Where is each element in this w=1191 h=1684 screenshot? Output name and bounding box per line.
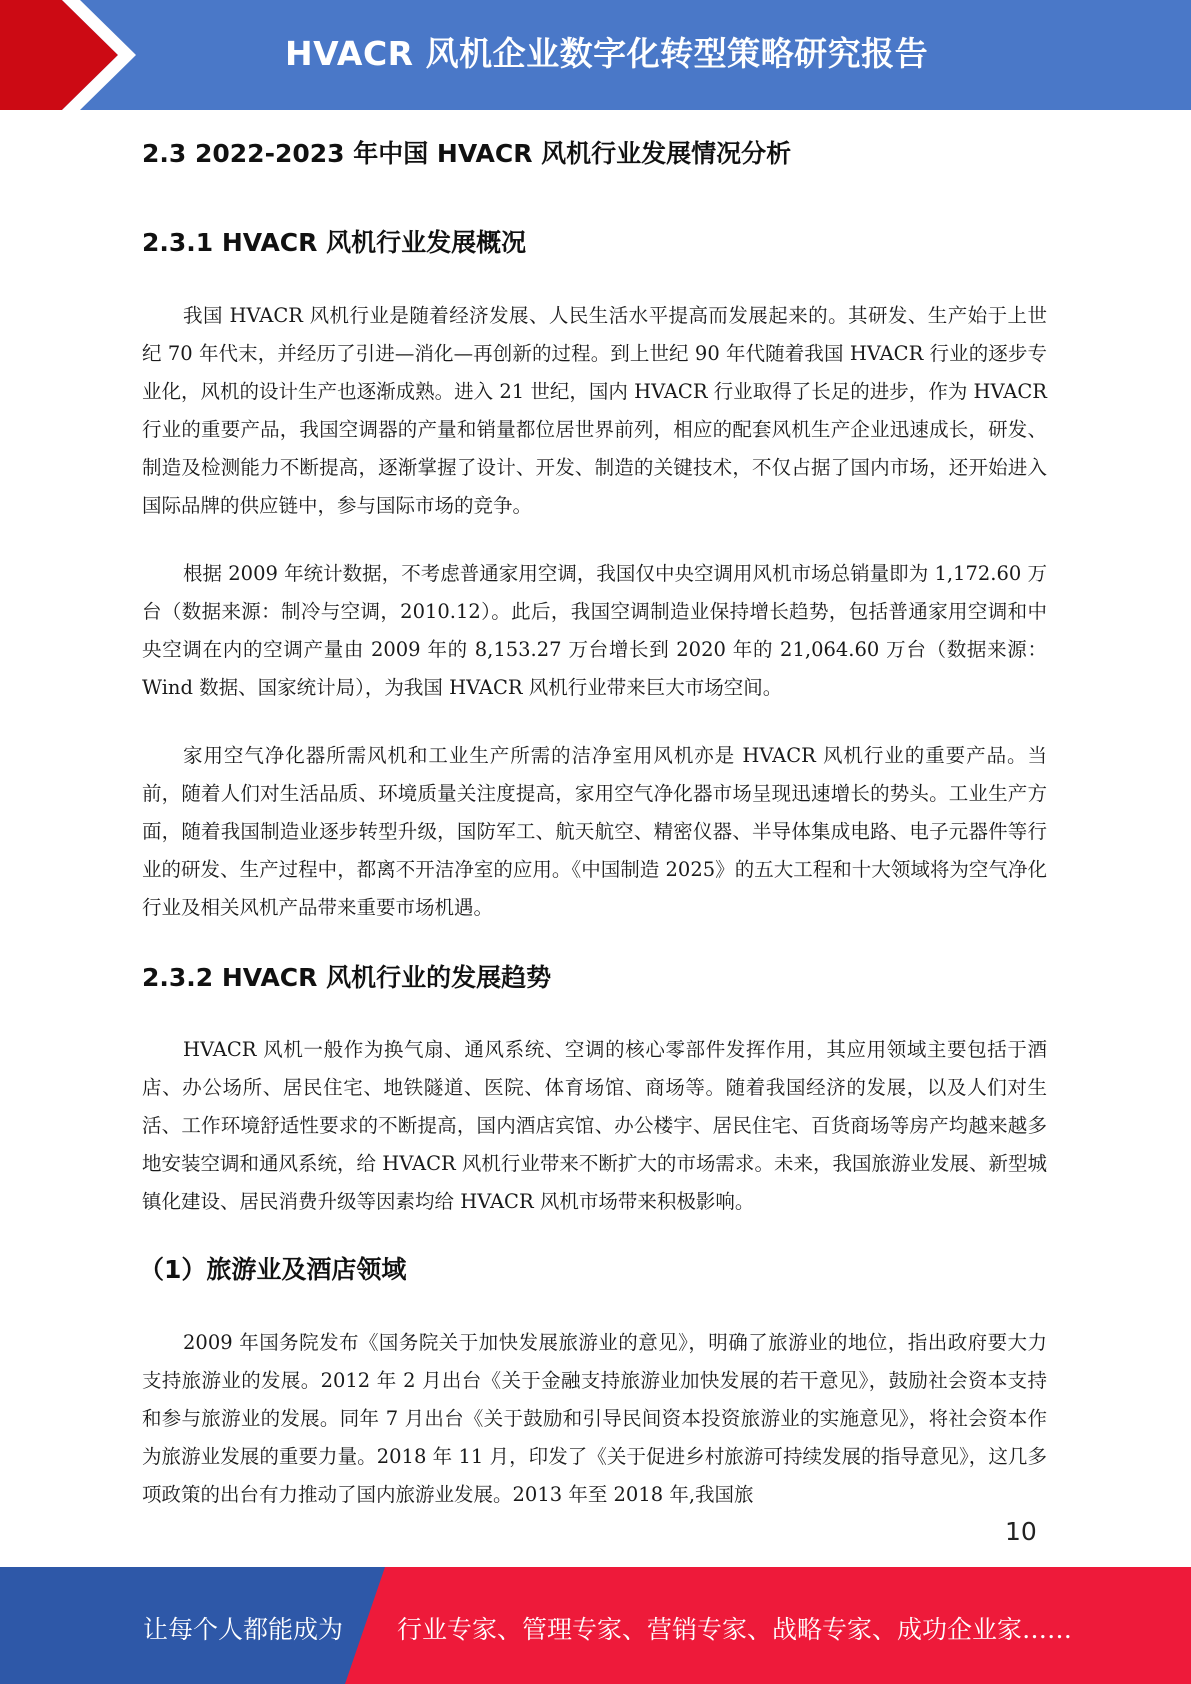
subsection-heading-tourism: （1）旅游业及酒店领域 bbox=[139, 1255, 407, 1284]
page-header bbox=[0, 0, 1191, 110]
header-arrow-decoration bbox=[0, 0, 150, 110]
page-footer bbox=[0, 1567, 1191, 1684]
paragraph-tourism: 2009 年国务院发布《国务院关于加快发展旅游业的意见》，明确了旅游业的地位，指出政府要大力支持旅游业的发展。2012 年 2 月出台《关于金融支持旅游业加快发展的若干意见》，鼓励社会资本支持和参与旅游业的发展。同年 7 月出台《关于鼓励和引导民间资本投资旅游业的实施意见》，将社会资本作为旅游业发展的重要力量。2018 年 11 月，印发了《关于促进乡村旅游可持续发展的指导意见》，这几多项政策的出台有力推动了国内旅游业发展。2013 年至 2018 年,我国旅 bbox=[142, 1331, 1047, 1506]
section-heading: 2.3 2022-2023 年中国 HVACR 风机行业发展情况分析 bbox=[142, 139, 792, 168]
page-number: 10 bbox=[1005, 1517, 1037, 1546]
footer-slogan-right: 行业专家、管理专家、营销专家、战略专家、成功企业家…… bbox=[397, 1615, 1073, 1644]
subsection-heading-2-3-2: 2.3.2 HVACR 风机行业的发展趋势 bbox=[142, 963, 552, 992]
paragraph-overview-1: 我国 HVACR 风机行业是随着经济发展、人民生活水平提高而发展起来的。其研发、生产始于上世纪 70 年代末，并经历了引进—消化—再创新的过程。到上世纪 90 年代随着我国 HVACR 行业的逐步专业化，风机的设计生产也逐渐成熟。进入 21 世纪，国内 HVACR 行业取得了长足的进步，作为 HVACR 行业的重要产品，我国空调器的产量和销量都位居世界前列，相应的配套风机生产企业迅速成长，研发、制造及检测能力不断提高，逐渐掌握了设计、开发、制造的关键技术，不仅占据了国内市场，还开始进入国际品牌的供应链中，参与国际市场的竞争。 bbox=[142, 304, 1047, 517]
subsection-heading-2-3-1: 2.3.1 HVACR 风机行业发展概况 bbox=[142, 228, 527, 257]
paragraph-overview-2: 根据 2009 年统计数据，不考虑普通家用空调，我国仅中央空调用风机市场总销量即为 1,172.60 万台（数据来源：制冷与空调，2010.12）。此后，我国空调制造业保持增长趋势，包括普通家用空调和中央空调在内的空调产量由 2009 年的 8,153.27 万台增长到 2020 年的 21,064.60 万台（数据来源：Wind 数据、国家统计局），为我国 HVACR 风机行业带来巨大市场空间。 bbox=[142, 562, 1047, 699]
footer-slogan-left: 让每个人都能成为 bbox=[143, 1615, 344, 1644]
paragraph-overview-3: 家用空气净化器所需风机和工业生产所需的洁净室用风机亦是 HVACR 风机行业的重要产品。当前，随着人们对生活品质、环境质量关注度提高，家用空气净化器市场呈现迅速增长的势头。工业生产方面，随着我国制造业逐步转型升级，国防军工、航天航空、精密仪器、半导体集成电路、电子元器件等行业的研发、生产过程中，都离不开洁净室的应用。《中国制造 2025》的五大工程和十大领域将为空气净化行业及相关风机产品带来重要市场机遇。 bbox=[142, 744, 1047, 919]
paragraph-trends: HVACR 风机一般作为换气扇、通风系统、空调的核心零部件发挥作用，其应用领域主要包括于酒店、办公场所、居民住宅、地铁隧道、医院、体育场馆、商场等。随着我国经济的发展，以及人们对生活、工作环境舒适性要求的不断提高，国内酒店宾馆、办公楼宇、居民住宅、百货商场等房产均越来越多地安装空调和通风系统，给 HVACR 风机行业带来不断扩大的市场需求。未来，我国旅游业发展、新型城镇化建设、居民消费升级等因素均给 HVACR 风机市场带来积极影响。 bbox=[142, 1038, 1047, 1213]
report-title: HVACR 风机企业数字化转型策略研究报告 bbox=[285, 34, 929, 73]
